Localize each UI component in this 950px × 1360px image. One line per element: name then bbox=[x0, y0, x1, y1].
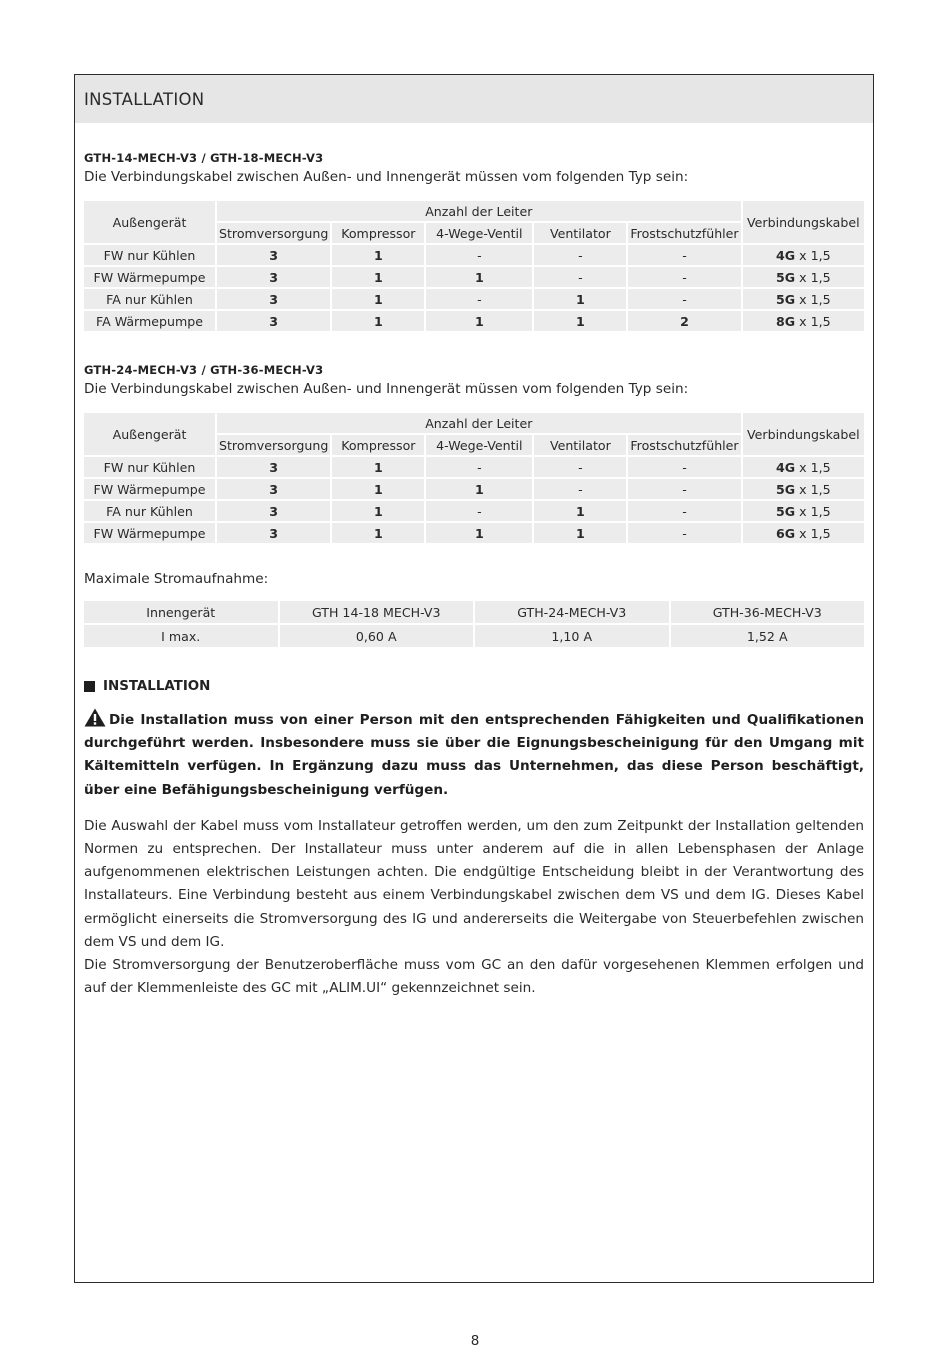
cell: - bbox=[628, 501, 740, 521]
cell: - bbox=[628, 267, 740, 287]
max-current-label: Maximale Stromaufnahme: bbox=[84, 571, 269, 587]
cable-table-2 bbox=[82, 411, 866, 545]
cell: 1,10 A bbox=[475, 625, 669, 647]
cell: 0,60 A bbox=[280, 625, 474, 647]
cell: 3 bbox=[217, 267, 330, 287]
row-label: FA nur Kühlen bbox=[84, 289, 215, 309]
cable-size: x 1,5 bbox=[795, 247, 831, 263]
cell: Innengerät bbox=[84, 601, 278, 623]
cell: 1 bbox=[534, 523, 626, 543]
cell: 3 bbox=[217, 245, 330, 265]
cell: 1 bbox=[534, 311, 626, 331]
table-row bbox=[84, 311, 864, 331]
cell: GTH-24-MECH-V3 bbox=[475, 601, 669, 623]
cell: - bbox=[628, 245, 740, 265]
cable-size: x 1,5 bbox=[795, 525, 831, 541]
content bbox=[84, 123, 864, 1000]
cell: 1,52 A bbox=[671, 625, 865, 647]
cable-size: x 1,5 bbox=[795, 503, 831, 519]
warning-triangle-icon bbox=[84, 708, 106, 727]
warning-paragraph bbox=[84, 708, 864, 802]
cable-type: 8G bbox=[776, 313, 796, 329]
header-stromversorgung: Stromversorgung bbox=[217, 435, 330, 455]
cable-type: 4G bbox=[776, 247, 796, 263]
row-label: FW Wärmepumpe bbox=[84, 479, 215, 499]
cell: GTH-36-MECH-V3 bbox=[671, 601, 865, 623]
cell: - bbox=[534, 457, 626, 477]
cell: - bbox=[628, 289, 740, 309]
header-frostschutzfuehler: Frostschutzfühler bbox=[628, 435, 740, 455]
section-header bbox=[75, 75, 873, 123]
square-bullet-icon bbox=[84, 681, 95, 692]
row-label: FA Wärmepumpe bbox=[84, 311, 215, 331]
cable-type: 5G bbox=[776, 291, 796, 307]
table-row bbox=[84, 245, 864, 265]
model-title-2: GTH-24-MECH-V3 / GTH-36-MECH-V3 bbox=[84, 363, 324, 377]
table-row bbox=[84, 289, 864, 309]
header-anzahl-leiter: Anzahl der Leiter bbox=[217, 201, 741, 221]
cable-size: x 1,5 bbox=[795, 269, 831, 285]
cable-cell bbox=[743, 267, 864, 287]
cell: 1 bbox=[332, 311, 424, 331]
cell: 2 bbox=[628, 311, 740, 331]
installation-heading-text: INSTALLATION bbox=[103, 679, 211, 694]
cable-type: 5G bbox=[776, 481, 796, 497]
cell: 1 bbox=[332, 523, 424, 543]
cell: GTH 14-18 MECH-V3 bbox=[280, 601, 474, 623]
cell: - bbox=[628, 457, 740, 477]
cable-size: x 1,5 bbox=[795, 481, 831, 497]
warning-text: Die Installation muss von einer Person mit den entsprechenden Fähigkeiten und Qualifikationen durchgeführt werden. Insbesondere muss sie über die Eignungsbescheinigung für den Umgang mit Kältemitteln verfügen. In Ergänzung dazu muss das Unternehmen, das diese Person beschäftigt, über eine Befähigungsbescheinigung verfügen. bbox=[84, 712, 864, 798]
header-4-wege-ventil: 4-Wege-Ventil bbox=[426, 435, 532, 455]
cable-cell bbox=[743, 311, 864, 331]
model-title-1: GTH-14-MECH-V3 / GTH-18-MECH-V3 bbox=[84, 151, 324, 165]
max-current-table bbox=[82, 599, 866, 649]
cell: 1 bbox=[332, 245, 424, 265]
header-verbindungskabel: Verbindungskabel bbox=[743, 413, 864, 455]
header-anzahl-leiter: Anzahl der Leiter bbox=[217, 413, 741, 433]
row-label: FW Wärmepumpe bbox=[84, 523, 215, 543]
header-aussengeraet: Außengerät bbox=[84, 201, 215, 243]
row-label: FA nur Kühlen bbox=[84, 501, 215, 521]
cell: 3 bbox=[217, 311, 330, 331]
cell: - bbox=[534, 267, 626, 287]
cable-size: x 1,5 bbox=[795, 459, 831, 475]
cable-cell bbox=[743, 479, 864, 499]
cell: 1 bbox=[534, 501, 626, 521]
cell: - bbox=[426, 289, 532, 309]
cell: 3 bbox=[217, 523, 330, 543]
page-frame bbox=[74, 74, 874, 1283]
cable-type: 6G bbox=[776, 525, 796, 541]
header-4-wege-ventil: 4-Wege-Ventil bbox=[426, 223, 532, 243]
cell: - bbox=[426, 457, 532, 477]
row-label: FW Wärmepumpe bbox=[84, 267, 215, 287]
cell: 1 bbox=[426, 311, 532, 331]
header-ventilator: Ventilator bbox=[534, 435, 626, 455]
table-row bbox=[84, 457, 864, 477]
cell: - bbox=[426, 245, 532, 265]
cable-table-1 bbox=[82, 199, 866, 333]
cell: 1 bbox=[332, 457, 424, 477]
cell: 1 bbox=[332, 479, 424, 499]
cell: 1 bbox=[534, 289, 626, 309]
table-row bbox=[84, 625, 864, 647]
cable-type: 4G bbox=[776, 459, 796, 475]
body-paragraph-1: Die Auswahl der Kabel muss vom Installateur getroffen werden, um den zum Zeitpunkt der Installation geltenden Normen zu entsprechen. Der Installateur muss unter anderem auf die in allen Lebensphasen der Anlage aufgenommenen elektrischen Leistungen achten. Die endgültige Entscheidung bleibt in der Verantwortung des Installateurs. Eine Verbindung besteht aus einem Verbindungskabel zwischen dem VS und dem IG. Dieses Kabel ermöglicht einerseits die Stromversorgung des IG und andererseits die Weitergabe von Steuerbefehlen zwischen dem VS und dem IG. bbox=[84, 817, 864, 950]
section-title: INSTALLATION bbox=[84, 89, 205, 109]
cable-type: 5G bbox=[776, 269, 796, 285]
cell: 3 bbox=[217, 457, 330, 477]
cell: 3 bbox=[217, 501, 330, 521]
header-ventilator: Ventilator bbox=[534, 223, 626, 243]
cell: - bbox=[628, 479, 740, 499]
cable-cell bbox=[743, 501, 864, 521]
cell: 1 bbox=[426, 267, 532, 287]
page-number: 8 bbox=[470, 1333, 480, 1349]
body-text bbox=[84, 815, 864, 1001]
cell: 1 bbox=[426, 479, 532, 499]
intro-text-2: Die Verbindungskabel zwischen Außen- und Innengerät müssen vom folgenden Typ sein: bbox=[84, 381, 689, 397]
cell: 3 bbox=[217, 289, 330, 309]
row-label: FW nur Kühlen bbox=[84, 245, 215, 265]
header-aussengeraet: Außengerät bbox=[84, 413, 215, 455]
cell: - bbox=[534, 245, 626, 265]
cable-size: x 1,5 bbox=[795, 291, 831, 307]
cable-size: x 1,5 bbox=[795, 313, 831, 329]
cable-cell bbox=[743, 289, 864, 309]
table-row bbox=[84, 267, 864, 287]
cable-type: 5G bbox=[776, 503, 796, 519]
cell: 1 bbox=[332, 289, 424, 309]
intro-text-1: Die Verbindungskabel zwischen Außen- und Innengerät müssen vom folgenden Typ sein: bbox=[84, 169, 689, 185]
header-stromversorgung: Stromversorgung bbox=[217, 223, 330, 243]
table-row bbox=[84, 601, 864, 623]
cable-cell bbox=[743, 457, 864, 477]
table-row bbox=[84, 501, 864, 521]
body-paragraph-2: Die Stromversorgung der Benutzeroberfläche muss vom GC an den dafür vorgesehenen Klemmen erfolgen und auf der Klemmenleiste des GC mit „ALIM.UI“ gekennzeichnet sein. bbox=[84, 957, 864, 997]
header-kompressor: Kompressor bbox=[332, 223, 424, 243]
cell: 1 bbox=[426, 523, 532, 543]
cell: - bbox=[628, 523, 740, 543]
cable-cell bbox=[743, 523, 864, 543]
header-kompressor: Kompressor bbox=[332, 435, 424, 455]
installation-heading bbox=[84, 679, 864, 694]
cable-cell bbox=[743, 245, 864, 265]
cell: I max. bbox=[84, 625, 278, 647]
cell: 3 bbox=[217, 479, 330, 499]
cell: 1 bbox=[332, 267, 424, 287]
header-verbindungskabel: Verbindungskabel bbox=[743, 201, 864, 243]
header-frostschutzfuehler: Frostschutzfühler bbox=[628, 223, 740, 243]
row-label: FW nur Kühlen bbox=[84, 457, 215, 477]
cell: - bbox=[534, 479, 626, 499]
cell: - bbox=[426, 501, 532, 521]
table-row bbox=[84, 479, 864, 499]
table-row bbox=[84, 523, 864, 543]
cell: 1 bbox=[332, 501, 424, 521]
